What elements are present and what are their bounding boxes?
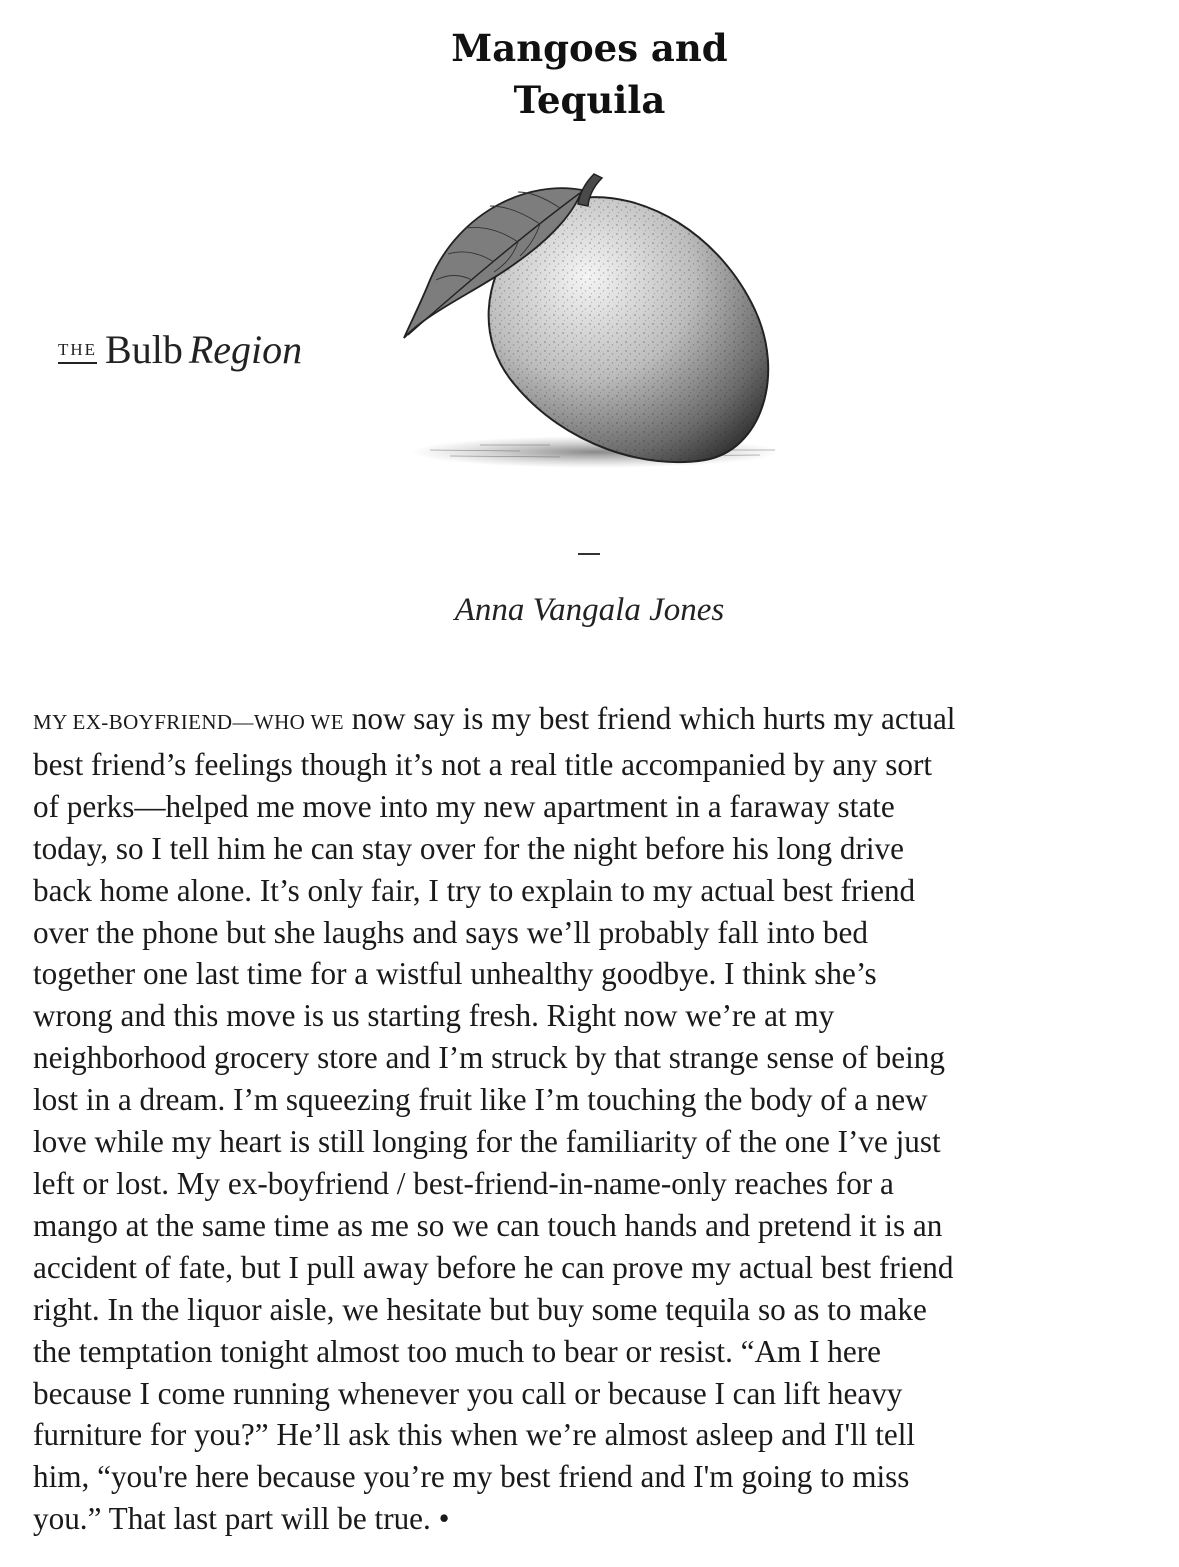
body-line: neighborhood grocery store and I’m struck by that strange sense of being — [33, 1040, 945, 1076]
logo-the: THE — [58, 340, 97, 364]
body-line: him, “you're here because you’re my best friend and I'm going to miss — [33, 1459, 910, 1495]
logo-bulb: Bulb — [105, 327, 183, 372]
body-line: love while my heart is still longing for the familiarity of the one I’ve just — [33, 1124, 941, 1160]
body-line: mango at the same time as me so we can touch hands and pretend it is an — [33, 1207, 943, 1243]
body-line: you.” That last part will be true. • — [33, 1501, 450, 1537]
publication-logo — [58, 326, 302, 373]
lead-in-smallcaps: MY EX-BOYFRIEND—WHO WE — [33, 710, 344, 734]
body-line: because I come running whenever you call or because I can lift heavy — [33, 1375, 903, 1411]
body-line: together one last time for a wistful unhealthy goodbye. I think she’s — [33, 956, 877, 992]
body-line: accident of fate, but I pull away before he can prove my actual best friend — [33, 1249, 954, 1285]
body-line: lost in a dream. I’m squeezing fruit like I’m touching the body of a new — [33, 1082, 928, 1118]
body-line: the temptation tonight almost too much to bear or resist. “Am I here — [33, 1333, 881, 1369]
logo-region: Region — [188, 327, 303, 372]
story-title-line-1: Mangoes and — [451, 26, 728, 70]
body-line: of perks—helped me move into my new apartment in a faraway state — [33, 788, 895, 824]
story-body — [33, 698, 1143, 1540]
body-line: today, so I tell him he can stay over for the night before his long drive — [33, 830, 904, 866]
story-title-line-2: Tequila — [513, 78, 666, 122]
author-byline: Anna Vangala Jones — [454, 592, 725, 628]
body-line: furniture for you?” He’ll ask this when we’re almost asleep and I'll tell — [33, 1417, 916, 1453]
section-divider — [578, 553, 600, 555]
body-line: left or lost. My ex-boyfriend / best-friend-in-name-only reaches for a — [33, 1165, 894, 1201]
body-line: best friend’s feelings though it’s not a real title accompanied by any sort — [33, 746, 932, 782]
body-line: back home alone. It’s only fair, I try to explain to my actual best friend — [33, 872, 916, 908]
mango-illustration — [390, 160, 800, 490]
body-line: right. In the liquor aisle, we hesitate but buy some tequila so as to make — [33, 1291, 927, 1327]
story-title — [0, 22, 1179, 126]
body-line: wrong and this move is us starting fresh. Right now we’re at my — [33, 998, 835, 1034]
body-line: over the phone but she laughs and says we’ll probably fall into bed — [33, 914, 868, 950]
body-line-1-rest: now say is my best friend which hurts my actual — [343, 701, 956, 736]
body-line — [33, 698, 1143, 744]
